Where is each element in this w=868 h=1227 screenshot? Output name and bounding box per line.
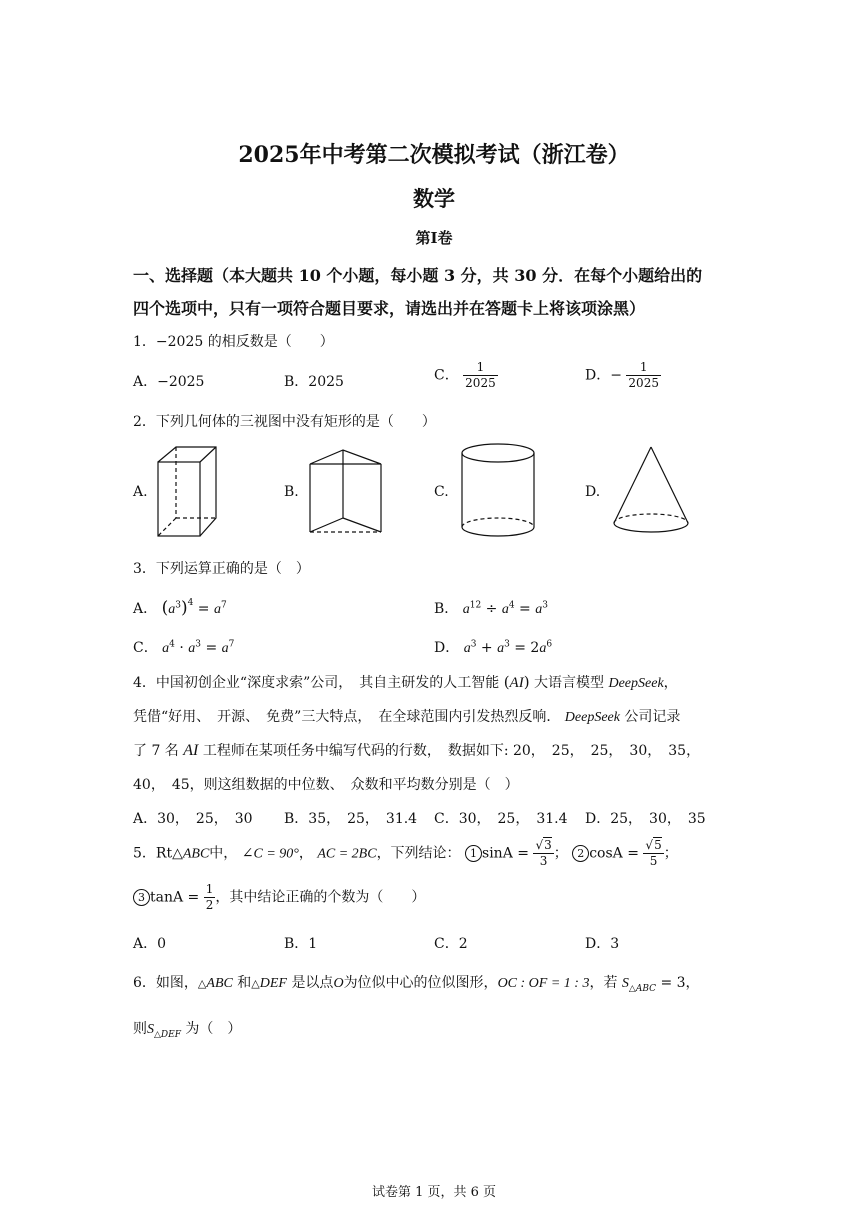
q6-ratio: OC : OF = 1 : 3: [497, 976, 590, 991]
q5-angle: ∠C = 90°: [241, 846, 299, 862]
q3-option-a: A． $(a^3)^4 = a^7$: [133, 598, 227, 618]
circled-number-3: 3: [133, 889, 150, 906]
q5-line2: 3 tanA = $\frac{1}{2}$ ，其中结论正确的个数为（ ）: [133, 882, 425, 913]
q2-option-d: D.: [585, 484, 601, 500]
q5-sin: sinA =: [482, 845, 529, 862]
q5-option-c: C．2: [434, 936, 468, 952]
q4-option-d: D．25， 30， 35: [585, 811, 706, 827]
q2-option-b: B.: [284, 484, 299, 500]
triangular-prism-figure: [304, 446, 386, 536]
q5-option-a: A．0: [133, 936, 167, 952]
q5-sin-fraction: $\frac{√3}{3}$: [535, 838, 552, 868]
q4-deepseek-term: DeepSeek: [608, 676, 664, 691]
q1-stem: 1．−2025 的相反数是（ ）: [133, 334, 334, 350]
q4-deepseek-term-2: DeepSeek: [564, 710, 620, 725]
q4-option-c: C．30， 25， 31.4: [434, 811, 568, 827]
q1-option-c-label: C．: [434, 367, 459, 384]
page-footer: 试卷第 1 页，共 6 页: [371, 1185, 497, 1200]
q1-option-d: [585, 360, 661, 391]
q3-option-b-label: B．: [434, 601, 459, 617]
cone-figure: [608, 444, 694, 536]
cuboid-figure: [154, 444, 220, 540]
q1-option-d-fraction: $\frac{1}{2025}$: [628, 360, 659, 390]
q5-cos: cosA =: [589, 845, 639, 862]
q3-option-c-label: C．: [133, 640, 158, 656]
q4-option-a: A．30， 25， 30: [133, 811, 253, 827]
q4-line1: 4．中国初创企业“深度求索”公司， 其自主研发的人工智能 (AI) 大语言模型 DeepSeek，: [133, 673, 678, 691]
exam-title: 2025年中考第二次模拟考试（浙江卷）: [238, 142, 630, 168]
circled-number-2: 2: [572, 845, 589, 862]
q4-line2: 凭借“好用、 开源、 免费”三大特点， 在全球范围内引发热烈反响． DeepSeek 公司记录: [133, 709, 681, 725]
q6-line2: 则$S_{\triangle DEF}$ 为（ ）: [133, 1021, 242, 1040]
q1-option-d-label: D．−: [585, 367, 622, 384]
section-heading-line2: 四个选项中，只有一项符合题目要求，请选出并在答题卡上将该项涂黑）: [133, 299, 646, 318]
q2-option-c: C.: [434, 484, 449, 500]
q5-tan-fraction: $\frac{1}{2}$: [205, 882, 214, 912]
q4-line3: 了 7 名 AI 工程师在某项任务中编写代码的行数， 数据如下: 20， 25， 25， 30， 35，: [133, 742, 701, 759]
q2-stem: 2．下列几何体的三视图中没有矩形的是（ ）: [133, 414, 436, 430]
q5-tan: tanA =: [150, 889, 200, 906]
q3-option-a-formula: (: [161, 598, 169, 618]
volume-label: 第I卷: [415, 229, 453, 247]
q3-option-d-formula: $a^3 + a^3 = 2a^6$: [463, 639, 553, 656]
section-heading-line1: 一、选择题（本大题共 10 个小题，每小题 3 分，共 30 分．在每个小题给出的: [133, 266, 703, 285]
q3-option-b-formula: $a^{12} \div a^4 = a^3$: [462, 600, 548, 617]
q2-option-a: A.: [133, 484, 148, 500]
q3-option-a-label: A．: [133, 601, 158, 617]
q3-option-c-formula: $a^4 \cdot a^3 = a^7$: [162, 639, 235, 656]
q1-option-a: A．−2025: [133, 374, 205, 390]
subject-title: 数学: [413, 186, 455, 211]
q5-cos-fraction: $\frac{√5}{5}$: [645, 838, 662, 868]
q5-side-relation: AC = 2BC: [317, 846, 377, 862]
q3-option-d-label: D．: [434, 640, 460, 656]
q3-option-c: [133, 637, 234, 657]
q3-option-d: [434, 637, 552, 657]
q4-ai-term: (AI): [503, 673, 530, 691]
q5-line1: 5．Rt△ABC中， ∠C = 90°， AC = 2BC，下列结论： 1 sinA = $\frac{√3}{3}$ ； 2 cosA = $\frac{√5}{5}$ ；: [133, 838, 678, 868]
q4-ai-term-2: AI: [183, 742, 199, 759]
cylinder-figure: [456, 441, 540, 541]
q1-option-c: [434, 360, 498, 391]
q3-option-b: [434, 598, 548, 618]
q4-option-b: B．35， 25， 31.4: [284, 811, 418, 827]
q5-option-b: B．1: [284, 936, 318, 952]
circled-number-1: 1: [465, 845, 482, 862]
q1-option-c-fraction: $\frac{1}{2025}$: [465, 360, 496, 390]
q1-option-b: B．2025: [284, 374, 344, 390]
q5-option-d: D．3: [585, 936, 620, 952]
q4-line4: 40， 45，则这组数据的中位数、 众数和平均数分别是（ ）: [133, 777, 519, 793]
q6-line1: 6．如图，△ABC 和△DEF 是以点O为位似中心的位似图形，OC : OF = 1 : 3，若 $S_{\triangle ABC} = 3$，: [133, 975, 700, 994]
q3-stem: 3．下列运算正确的是（ ）: [133, 561, 310, 577]
